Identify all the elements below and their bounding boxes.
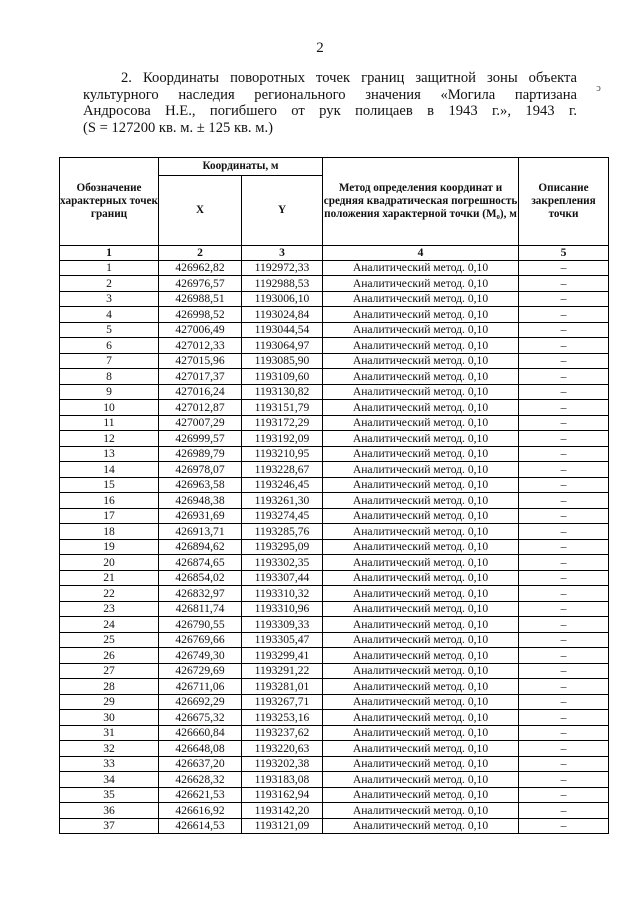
coord-y: 1192988,53 (242, 276, 323, 292)
description-cell: – (519, 384, 609, 400)
header-method: Метод определения координат и средняя квадратическая погрешность положения характерной точки (M₀), м (323, 158, 519, 246)
coord-y: 1193246,45 (242, 477, 323, 493)
coord-x: 426948,38 (159, 493, 242, 509)
point-number: 33 (60, 756, 159, 772)
table-row (60, 648, 609, 664)
point-number: 8 (60, 369, 159, 385)
point-number: 27 (60, 663, 159, 679)
coord-y: 1193281,01 (242, 679, 323, 695)
coord-y: 1193291,22 (242, 663, 323, 679)
description-cell: – (519, 648, 609, 664)
coord-x: 426988,51 (159, 291, 242, 307)
point-number: 31 (60, 725, 159, 741)
table-row (60, 694, 609, 710)
coord-y: 1193237,62 (242, 725, 323, 741)
column-number: 4 (323, 246, 519, 261)
coord-x: 426660,84 (159, 725, 242, 741)
table-row (60, 307, 609, 323)
coord-x: 426998,52 (159, 307, 242, 323)
description-cell: – (519, 508, 609, 524)
table-row (60, 353, 609, 369)
method-cell: Аналитический метод. 0,10 (323, 617, 519, 633)
point-number: 34 (60, 772, 159, 788)
table-row (60, 446, 609, 462)
point-number: 25 (60, 632, 159, 648)
table-row (60, 493, 609, 509)
point-number: 37 (60, 818, 159, 834)
table-row (60, 477, 609, 493)
point-number: 5 (60, 322, 159, 338)
method-cell: Аналитический метод. 0,10 (323, 710, 519, 726)
method-cell: Аналитический метод. 0,10 (323, 276, 519, 292)
method-cell: Аналитический метод. 0,10 (323, 570, 519, 586)
table-row (60, 508, 609, 524)
coord-y: 1193295,09 (242, 539, 323, 555)
table-row (60, 555, 609, 571)
description-cell: – (519, 369, 609, 385)
point-number: 7 (60, 353, 159, 369)
coord-x: 427017,37 (159, 369, 242, 385)
header-x: X (159, 176, 242, 246)
point-number: 21 (60, 570, 159, 586)
coord-x: 426894,62 (159, 539, 242, 555)
coord-x: 426711,06 (159, 679, 242, 695)
coord-x: 426614,53 (159, 818, 242, 834)
point-number: 4 (60, 307, 159, 323)
table-row (60, 803, 609, 819)
method-cell: Аналитический метод. 0,10 (323, 446, 519, 462)
table-row (60, 586, 609, 602)
method-cell: Аналитический метод. 0,10 (323, 462, 519, 478)
coord-y: 1193172,29 (242, 415, 323, 431)
method-cell: Аналитический метод. 0,10 (323, 493, 519, 509)
coord-y: 1193130,82 (242, 384, 323, 400)
description-cell: – (519, 260, 609, 276)
description-cell: – (519, 710, 609, 726)
coord-x: 426749,30 (159, 648, 242, 664)
table-row (60, 524, 609, 540)
description-cell: – (519, 741, 609, 757)
coord-y: 1193228,67 (242, 462, 323, 478)
description-cell: – (519, 787, 609, 803)
coord-x: 426963,58 (159, 477, 242, 493)
column-number: 2 (159, 246, 242, 261)
description-cell: – (519, 617, 609, 633)
point-number: 13 (60, 446, 159, 462)
method-cell: Аналитический метод. 0,10 (323, 803, 519, 819)
method-cell: Аналитический метод. 0,10 (323, 741, 519, 757)
coord-x: 427015,96 (159, 353, 242, 369)
coord-y: 1193162,94 (242, 787, 323, 803)
coord-y: 1193064,97 (242, 338, 323, 354)
table-row (60, 679, 609, 695)
table-body (60, 260, 609, 834)
header-designation: Обозначение характерных точек границ (60, 158, 159, 246)
coord-y: 1193202,38 (242, 756, 323, 772)
description-cell: – (519, 601, 609, 617)
coord-x: 426874,65 (159, 555, 242, 571)
point-number: 18 (60, 524, 159, 540)
description-cell: – (519, 400, 609, 416)
coord-x: 426675,32 (159, 710, 242, 726)
point-number: 2 (60, 276, 159, 292)
method-cell: Аналитический метод. 0,10 (323, 431, 519, 447)
description-cell: – (519, 477, 609, 493)
description-cell: – (519, 462, 609, 478)
point-number: 30 (60, 710, 159, 726)
method-cell: Аналитический метод. 0,10 (323, 725, 519, 741)
coord-y: 1193044,54 (242, 322, 323, 338)
coord-x: 426931,69 (159, 508, 242, 524)
method-cell: Аналитический метод. 0,10 (323, 787, 519, 803)
point-number: 20 (60, 555, 159, 571)
coord-y: 1193006,10 (242, 291, 323, 307)
method-cell: Аналитический метод. 0,10 (323, 539, 519, 555)
table-row (60, 601, 609, 617)
coord-x: 427016,24 (159, 384, 242, 400)
header-description: Описание закрепления точки (519, 158, 609, 246)
coord-x: 426854,02 (159, 570, 242, 586)
method-cell: Аналитический метод. 0,10 (323, 338, 519, 354)
section-heading (83, 70, 577, 136)
method-cell: Аналитический метод. 0,10 (323, 694, 519, 710)
description-cell: – (519, 307, 609, 323)
coord-x: 427012,87 (159, 400, 242, 416)
point-number: 15 (60, 477, 159, 493)
point-number: 22 (60, 586, 159, 602)
point-number: 1 (60, 260, 159, 276)
description-cell: – (519, 338, 609, 354)
coord-y: 1193310,32 (242, 586, 323, 602)
coord-y: 1193183,08 (242, 772, 323, 788)
description-cell: – (519, 353, 609, 369)
column-number: 5 (519, 246, 609, 261)
table-row (60, 291, 609, 307)
heading-line: Андросова Н.Е., погибшего от рук полицаев в 1943 г.», 1943 г. (83, 103, 577, 119)
heading-line: (S = 127200 кв. м. ± 125 кв. м.) (83, 119, 273, 136)
coord-x: 427012,33 (159, 338, 242, 354)
point-number: 24 (60, 617, 159, 633)
description-cell: – (519, 756, 609, 772)
description-cell: – (519, 276, 609, 292)
coord-y: 1193305,47 (242, 632, 323, 648)
coord-y: 1193109,60 (242, 369, 323, 385)
description-cell: – (519, 632, 609, 648)
method-cell: Аналитический метод. 0,10 (323, 322, 519, 338)
point-number: 26 (60, 648, 159, 664)
coord-x: 426962,82 (159, 260, 242, 276)
point-number: 11 (60, 415, 159, 431)
coord-y: 1193299,41 (242, 648, 323, 664)
method-cell: Аналитический метод. 0,10 (323, 555, 519, 571)
point-number: 19 (60, 539, 159, 555)
coord-x: 426790,55 (159, 617, 242, 633)
description-cell: – (519, 539, 609, 555)
coord-y: 1193253,16 (242, 710, 323, 726)
table-row (60, 663, 609, 679)
point-number: 12 (60, 431, 159, 447)
description-cell: – (519, 415, 609, 431)
point-number: 29 (60, 694, 159, 710)
point-number: 35 (60, 787, 159, 803)
coord-y: 1193121,09 (242, 818, 323, 834)
coord-y: 1193302,35 (242, 555, 323, 571)
coord-x: 426621,53 (159, 787, 242, 803)
coord-y: 1193261,30 (242, 493, 323, 509)
coord-x: 426616,92 (159, 803, 242, 819)
coord-x: 427006,49 (159, 322, 242, 338)
description-cell: – (519, 679, 609, 695)
point-number: 16 (60, 493, 159, 509)
method-cell: Аналитический метод. 0,10 (323, 756, 519, 772)
page-number: 2 (316, 40, 324, 56)
coord-x: 426913,71 (159, 524, 242, 540)
table-row (60, 725, 609, 741)
description-cell: – (519, 493, 609, 509)
method-cell: Аналитический метод. 0,10 (323, 663, 519, 679)
method-cell: Аналитический метод. 0,10 (323, 601, 519, 617)
table-row (60, 338, 609, 354)
coord-y: 1193210,95 (242, 446, 323, 462)
coord-x: 426989,79 (159, 446, 242, 462)
method-cell: Аналитический метод. 0,10 (323, 307, 519, 323)
method-cell: Аналитический метод. 0,10 (323, 400, 519, 416)
table-row (60, 462, 609, 478)
description-cell: – (519, 772, 609, 788)
coord-y: 1193310,96 (242, 601, 323, 617)
coord-y: 1193309,33 (242, 617, 323, 633)
description-cell: – (519, 524, 609, 540)
method-cell: Аналитический метод. 0,10 (323, 632, 519, 648)
coord-y: 1193220,63 (242, 741, 323, 757)
description-cell: – (519, 291, 609, 307)
table-row (60, 322, 609, 338)
table-row (60, 570, 609, 586)
method-cell: Аналитический метод. 0,10 (323, 415, 519, 431)
point-number: 14 (60, 462, 159, 478)
coord-x: 426769,66 (159, 632, 242, 648)
table-row (60, 384, 609, 400)
point-number: 10 (60, 400, 159, 416)
method-cell: Аналитический метод. 0,10 (323, 353, 519, 369)
header-coordinates: Координаты, м (159, 158, 323, 176)
description-cell: – (519, 555, 609, 571)
description-cell: – (519, 322, 609, 338)
table-row (60, 787, 609, 803)
table-row (60, 415, 609, 431)
description-cell: – (519, 694, 609, 710)
point-number: 23 (60, 601, 159, 617)
table-row (60, 756, 609, 772)
coord-y: 1193274,45 (242, 508, 323, 524)
coord-y: 1193085,90 (242, 353, 323, 369)
coord-x: 426637,20 (159, 756, 242, 772)
coord-y: 1192972,33 (242, 260, 323, 276)
table-row (60, 632, 609, 648)
coord-x: 426628,32 (159, 772, 242, 788)
method-cell: Аналитический метод. 0,10 (323, 524, 519, 540)
point-number: 3 (60, 291, 159, 307)
method-cell: Аналитический метод. 0,10 (323, 260, 519, 276)
table-row (60, 431, 609, 447)
point-number: 17 (60, 508, 159, 524)
point-number: 6 (60, 338, 159, 354)
method-cell: Аналитический метод. 0,10 (323, 291, 519, 307)
header-y: Y (242, 176, 323, 246)
method-cell: Аналитический метод. 0,10 (323, 508, 519, 524)
table-row (60, 617, 609, 633)
coord-y: 1193285,76 (242, 524, 323, 540)
coord-y: 1193151,79 (242, 400, 323, 416)
description-cell: – (519, 803, 609, 819)
table-row (60, 818, 609, 834)
method-cell: Аналитический метод. 0,10 (323, 772, 519, 788)
table-row (60, 369, 609, 385)
coord-x: 426648,08 (159, 741, 242, 757)
method-cell: Аналитический метод. 0,10 (323, 586, 519, 602)
method-cell: Аналитический метод. 0,10 (323, 477, 519, 493)
description-cell: – (519, 431, 609, 447)
method-cell: Аналитический метод. 0,10 (323, 384, 519, 400)
coord-y: 1193024,84 (242, 307, 323, 323)
coord-x: 426692,29 (159, 694, 242, 710)
table-row (60, 400, 609, 416)
method-cell: Аналитический метод. 0,10 (323, 818, 519, 834)
description-cell: – (519, 570, 609, 586)
heading-line: 2. Координаты поворотных точек границ защитной зоны объекта (121, 70, 577, 86)
coordinates-table (59, 157, 609, 834)
point-number: 32 (60, 741, 159, 757)
pen-mark-icon: ↄ (596, 82, 601, 94)
coord-x: 426978,07 (159, 462, 242, 478)
table-row (60, 539, 609, 555)
point-number: 28 (60, 679, 159, 695)
description-cell: – (519, 446, 609, 462)
table-row (60, 260, 609, 276)
table-row (60, 741, 609, 757)
heading-line: культурного наследия регионального значения «Могила партизана (83, 86, 577, 103)
point-number: 36 (60, 803, 159, 819)
coord-x: 426976,57 (159, 276, 242, 292)
table-row (60, 276, 609, 292)
point-number: 9 (60, 384, 159, 400)
table-row (60, 772, 609, 788)
description-cell: – (519, 586, 609, 602)
column-number: 1 (60, 246, 159, 261)
coord-y: 1193307,44 (242, 570, 323, 586)
method-cell: Аналитический метод. 0,10 (323, 369, 519, 385)
coord-x: 426729,69 (159, 663, 242, 679)
coord-y: 1193267,71 (242, 694, 323, 710)
description-cell: – (519, 725, 609, 741)
method-cell: Аналитический метод. 0,10 (323, 648, 519, 664)
coord-x: 426999,57 (159, 431, 242, 447)
method-cell: Аналитический метод. 0,10 (323, 679, 519, 695)
column-number: 3 (242, 246, 323, 261)
description-cell: – (519, 818, 609, 834)
coord-x: 426832,97 (159, 586, 242, 602)
coord-x: 426811,74 (159, 601, 242, 617)
coord-x: 427007,29 (159, 415, 242, 431)
table-row (60, 710, 609, 726)
coord-y: 1193142,20 (242, 803, 323, 819)
description-cell: – (519, 663, 609, 679)
coord-y: 1193192,09 (242, 431, 323, 447)
